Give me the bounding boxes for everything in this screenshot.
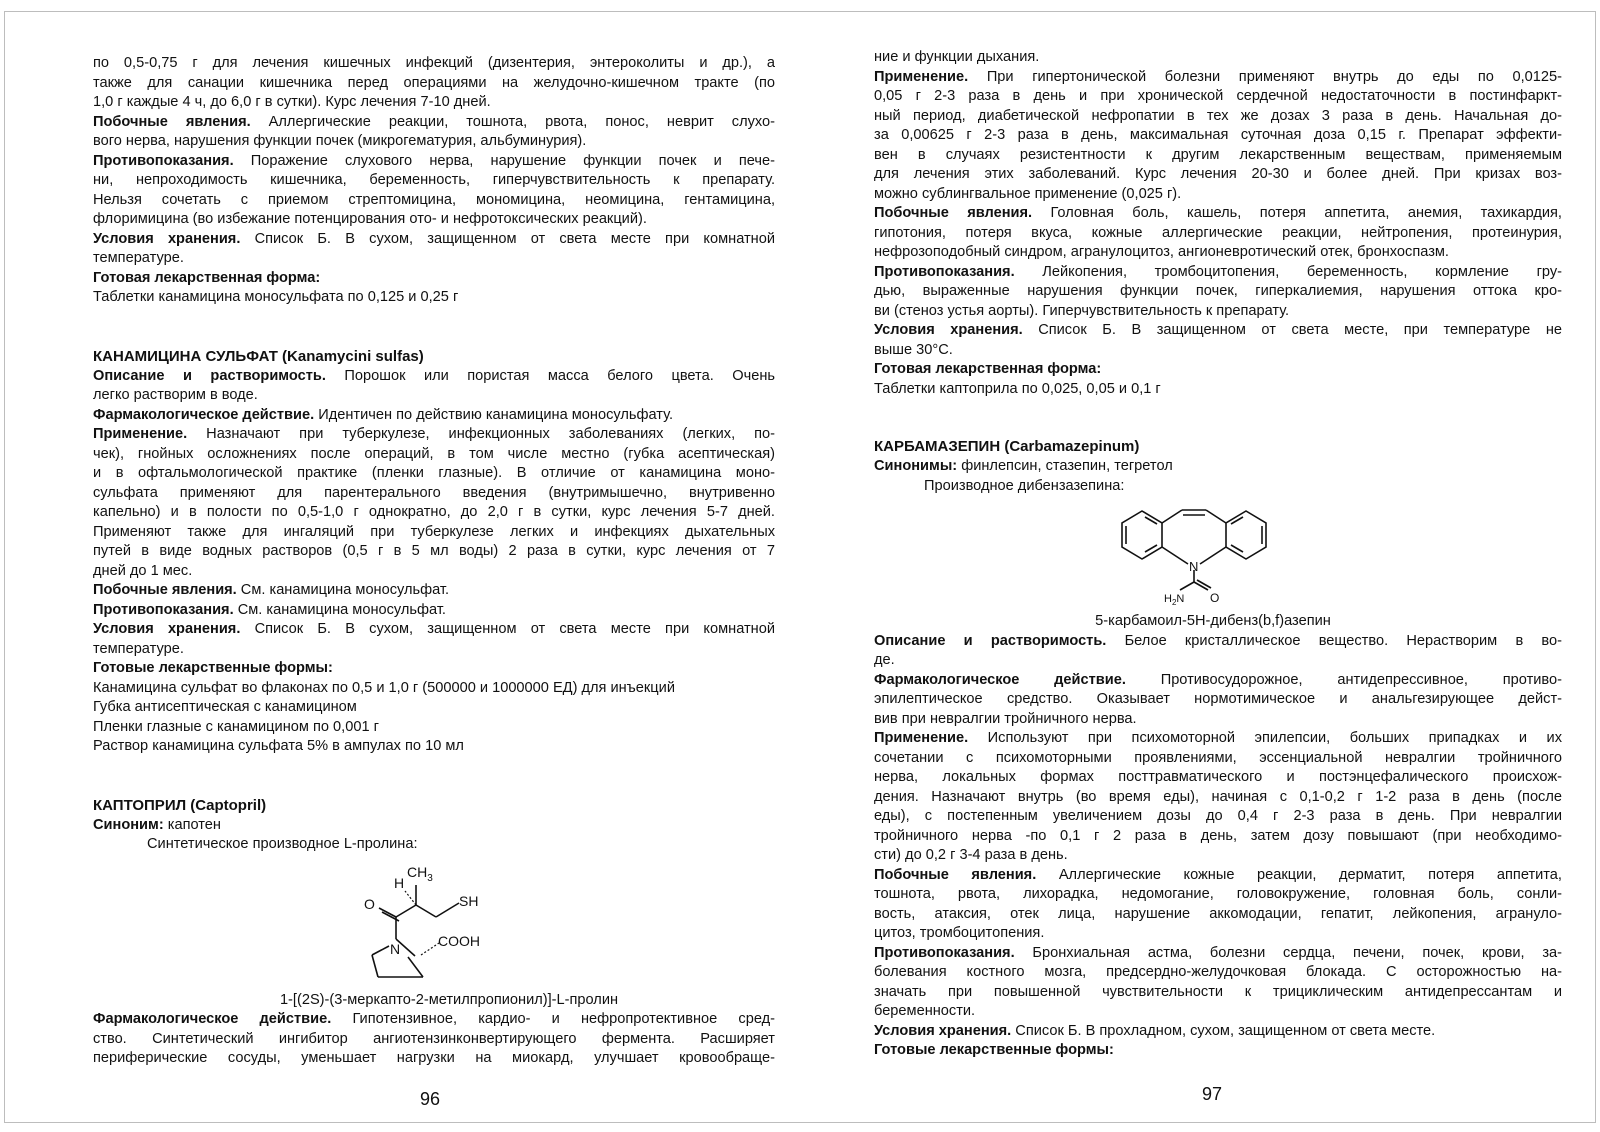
pharm-action-label: Фармакологическое действие. [93, 406, 315, 423]
side-effects-label: Побочные явления. [874, 866, 1037, 883]
text-line: чек), гнойных осложнениях после операций, в том числе местно (губка асептическая) [93, 445, 775, 462]
text-line: тройничного нерва -по 0,1 г 2 раза в день, затем дозу повышают (при необходимо- [874, 827, 1562, 844]
text-line: также для санации кишечника перед операциями на желудочно-кишечном тракте (по [93, 74, 775, 91]
text-line: цитоз, тромбоцитопения. [874, 925, 1045, 941]
text-line: Нельзя сочетать с приемом стрептомицина, мономицина, неомицина, гентамицина, [93, 191, 775, 208]
storage-line: Условия хранения. Список Б. В защищенном от света месте, при температуре не [874, 322, 1562, 338]
dosage-forms-line [874, 1041, 1562, 1061]
side-effects-label: Побочные явления. [93, 113, 251, 130]
text-line: ный период, диабетической нефропатии в тех же дозах 3 раза в день. Начальная до- [874, 107, 1562, 124]
contraindications-label: Противопоказания. [93, 152, 234, 169]
text-line: температуре. [93, 250, 184, 266]
captopril-structure [93, 855, 775, 991]
text-line: по 0,5-0,75 г для лечения кишечных инфекций (дизентерия, энтероколиты и др.), а [93, 55, 775, 71]
text-line: сочетании с психомоторными проявлениями, эссенциальной невралгии тройничного [874, 749, 1562, 766]
text-line: еды), с постепенным увеличением дозы до 0,4 г 2-3 раза в день. При невралгии [874, 808, 1562, 824]
synonym-label: Синоним: [93, 816, 164, 833]
description-label: Описание и растворимость. [874, 632, 1107, 649]
side-effects-line: Побочные явления. См. канамицина моносульфат. [93, 582, 450, 598]
kanamycin-title: КАНАМИЦИНА СУЛЬФАТ (Kanamycini sulfas) [93, 347, 424, 365]
o-label: O [1210, 591, 1220, 605]
side-effects-line: Побочные явления. Аллергические реакции, тошнота, рвота, понос, неврит слухо- [93, 113, 775, 130]
storage-label: Условия хранения. [874, 1022, 1012, 1039]
storage-line: Условия хранения. Список Б. В сухом, защищенном от света месте при комнатной [93, 230, 775, 247]
text-line: 1,0 г каждые 4 ч, до 6,0 г в сутки). Курс лечения 7-10 дней. [93, 94, 491, 110]
pharm-action-label: Фармакологическое действие. [874, 671, 1126, 688]
side-effects-label: Побочные явления. [874, 205, 1033, 221]
text-line: и в офтальмологической практике (пленки глазные). В отличие от канамицина моно- [93, 465, 775, 481]
pharm-action-line: Фармакологическое действие. Противосудорожное, антидепрессивное, противо- [874, 671, 1562, 688]
storage-line: Условия хранения. Список Б. В сухом, защищенном от света месте при комнатной [93, 621, 775, 637]
text-line: ние и функции дыхания. [874, 49, 1040, 65]
usage-line: Применение. При гипертонической болезни применяют внутрь до еды по 0,0125- [874, 68, 1562, 85]
usage-line: Применение. Используют при психомоторной эпилепсии, больших припадках и их [874, 730, 1562, 746]
derivative-note: Производное дибензазепина: [924, 477, 1125, 494]
text-line: эпилептическое средство. Оказывает нормотимическое и анальгезирующее дейст- [874, 691, 1562, 707]
text-line: вого нерва, нарушения функции почек (микрогематурия, альбуминурия). [93, 133, 587, 149]
text-line: сульфата применяют для парентерального введения (внутримышечно, внутривенно [93, 484, 775, 501]
storage-line: Условия хранения. Список Б. В прохладном, сухом, защищенном от света месте. [874, 1022, 1436, 1039]
n-label: N [1189, 559, 1199, 574]
page-number-right: 97 [1202, 1084, 1223, 1104]
text-line: болевания костного мозга, предсердно-желудочковая блокада. С осторожностью на- [874, 964, 1562, 980]
dosage-form-line [874, 360, 1562, 380]
usage-line: Применение. Назначают при туберкулезе, инфекционных заболеваниях (легких, по- [93, 426, 775, 442]
text-line: ви (стеноз устья аорты). Гиперчувствительность к препарату. [874, 302, 1290, 319]
text-line: ство. Синтетический ингибитор ангиотензинконвертирующего фермента. Расширяет [93, 1030, 775, 1047]
ch3-label: $CH_3$ [407, 863, 433, 884]
text-line: дней до 1 мес. [93, 562, 193, 579]
side-effects-label: Побочные явления. [93, 582, 237, 598]
text-line: сти) до 0,2 г 3-4 раза в день. [874, 847, 1068, 863]
contraindications-line: Противопоказания. Лейкопения, тромбоцитопения, беременность, кормление гру- [874, 263, 1562, 280]
text-line: дения. Назначают внутрь (во время еды), начиная с 0,1-0,2 г 1-2 раза в день (после [874, 788, 1562, 805]
text-line: путей в виде водных растворов (0,5 г в 5 мл воды) 2 раза в сутки, курс лечения от 7 [93, 543, 775, 559]
text-line: за 0,00625 г 2-3 раза в день, максимальная суточная доза 0,15 г. Препарат эффекти- [874, 127, 1562, 143]
text-line: Губка антисептическая с канамицином [93, 699, 357, 715]
text-line: гипотония, потеря вкуса, кожные аллергические реакции, нейтропения, протеинурия, [874, 224, 1562, 241]
description-line: Описание и растворимость. Белое кристаллическое вещество. Нерастворим в во- [874, 632, 1562, 649]
dosage-form-label: Готовая лекарственная форма: [93, 269, 321, 286]
o-label: O [364, 895, 375, 912]
synonym-label: Синонимы: [874, 458, 958, 474]
text-line: тошнота, рвота, лихорадка, недомогание, головокружение, головная боль, сонли- [874, 886, 1562, 902]
captopril-caption: 1-[(2S)-(3-меркапто-2-метилпропионил)]-L-пролин [279, 991, 619, 1008]
right-page [874, 48, 1562, 1061]
description-label: Описание и растворимость. [93, 367, 326, 384]
storage-label: Условия хранения. [93, 621, 241, 637]
h2n-label: $H_2N$ [1164, 593, 1185, 607]
description-line: Описание и растворимость. Порошок или пористая масса белого цвета. Очень [93, 367, 775, 384]
text-line: Таблетки каптоприла по 0,025, 0,05 и 0,1 г [874, 380, 1161, 397]
text-line: Раствор канамицина сульфата 5% в ампулах по 10 мл [93, 738, 464, 754]
storage-label: Условия хранения. [93, 230, 241, 247]
pharm-action-line: Фармакологическое действие. Гипотензивное, кардио- и нефропротективное сред- [93, 1011, 775, 1027]
text-line: Канамицина сульфат во флаконах по 0,5 и 1,0 г (500000 и 1000000 ЕД) для инъекций [93, 679, 675, 696]
left-page [93, 54, 775, 1069]
dosage-forms-label: Готовые лекарственные формы: [874, 1042, 1114, 1058]
storage-label: Условия хранения. [874, 322, 1023, 338]
contraindications-label: Противопоказания. [874, 263, 1015, 280]
text-line: флоримицина (во избежание потенцирования ото- и нефротоксических реакций). [93, 211, 647, 227]
text-line: можно сублингвальное применение (0,025 г). [874, 185, 1182, 202]
pharm-action-line: Фармакологическое действие. Идентичен по действию канамицина моносульфату. [93, 406, 674, 423]
derivative-note: Синтетическое производное L-пролина: [147, 836, 418, 852]
text-line: беременности. [874, 1003, 976, 1019]
captopril-title: КАПТОПРИЛ (Captopril) [93, 796, 267, 814]
text-line: для лечения этих заболеваний. Курс лечения 20-30 и более дней. При кризах воз- [874, 166, 1562, 182]
pharm-action-label: Фармакологическое действие. [93, 1011, 332, 1027]
side-effects-line: Побочные явления. Головная боль, кашель, потеря аппетита, анемия, тахикардия, [874, 205, 1562, 221]
carbamazepine-title: КАРБАМАЗЕПИН (Carbamazepinum) [874, 438, 1140, 455]
usage-label: Применение. [874, 730, 969, 746]
carbamazepine-structure [874, 496, 1562, 612]
contraindications-line: Противопоказания. См. канамицина моносульфат. [93, 601, 446, 618]
text-line: легко растворим в воде. [93, 387, 258, 403]
side-effects-line: Побочные явления. Аллергические кожные реакции, дерматит, потеря аппетита, [874, 866, 1562, 883]
usage-label: Применение. [93, 426, 188, 442]
text-line: капельно) и в полости по 0,5-1,0 г однократно, до 2,0 г в сутки, курс лечения 5-7 дней. [93, 504, 775, 520]
synonym-line: Синоним: капотен [93, 816, 221, 833]
synonym-line: Синонимы: финлепсин, стазепин, тегретол [874, 458, 1173, 474]
text-line: 0,05 г 2-3 раза в день и при хронической сердечной недостаточности в постинфаркт- [874, 88, 1562, 104]
usage-label: Применение. [874, 68, 969, 85]
text-line: ни, непроходимость кишечника, беременность, гиперчувствительность к препарату. [93, 172, 775, 188]
carbamazepine-caption: 5-карбамоил-5H-дибенз(b,f)азепин [1095, 613, 1331, 629]
page-number-left: 96 [420, 1089, 441, 1109]
contraindications-line: Противопоказания. Бронхиальная астма, болезни сердца, печени, почек, крови, за- [874, 944, 1562, 961]
contraindications-label: Противопоказания. [874, 944, 1015, 961]
text-line: выше 30°С. [874, 341, 953, 358]
dosage-forms-label: Готовые лекарственные формы: [93, 660, 333, 676]
dosage-forms-line [93, 659, 775, 679]
contraindications-label: Противопоказания. [93, 601, 234, 618]
dosage-form-label: Готовая лекарственная форма: [874, 361, 1102, 377]
cooh-label: COOH [438, 932, 480, 949]
text-line: вив при невралгии тройничного нерва. [874, 710, 1137, 727]
n-label: N [390, 940, 401, 957]
text-line: нефрозоподобный синдром, агранулоцитоз, ангионевротический отек, бронхоспазм. [874, 244, 1449, 260]
text-line: вен в случаях резистентности к другим лекарственным веществам, применяемым [874, 146, 1562, 163]
text-line: периферические сосуды, уменьшает нагрузки на миокард, улучшает кровообраще- [93, 1050, 775, 1066]
contraindications-line: Противопоказания. Поражение слухового нерва, нарушение функции почек и пече- [93, 152, 775, 169]
text-line: Применяют также для ингаляций при туберкулезе легких и инфекциях дыхательных [93, 523, 775, 540]
text-line: Таблетки канамицина моносульфата по 0,125 и 0,25 г [93, 289, 459, 305]
text-line: Пленки глазные с канамицином по 0,001 г [93, 718, 379, 735]
text-line: температуре. [93, 640, 184, 657]
text-line: дью, выраженные нарушения функции почек, гиперкалиемия, нарушения оттока кро- [874, 283, 1562, 299]
text-line: вость, атаксия, отек лица, нарушение аккомодации, гепатит, лейкопения, агрануло- [874, 905, 1562, 922]
text-line: значать при повышенной чувствительности к трициклическим антидепрессантам и [874, 983, 1562, 1000]
sh-label: SH [459, 892, 479, 909]
text-line: де. [874, 652, 895, 668]
text-line: нерва, локальных формах посттравматического и постэнцефалического происхож- [874, 769, 1562, 785]
h-label: H [394, 874, 405, 891]
dosage-form-line [93, 269, 775, 289]
